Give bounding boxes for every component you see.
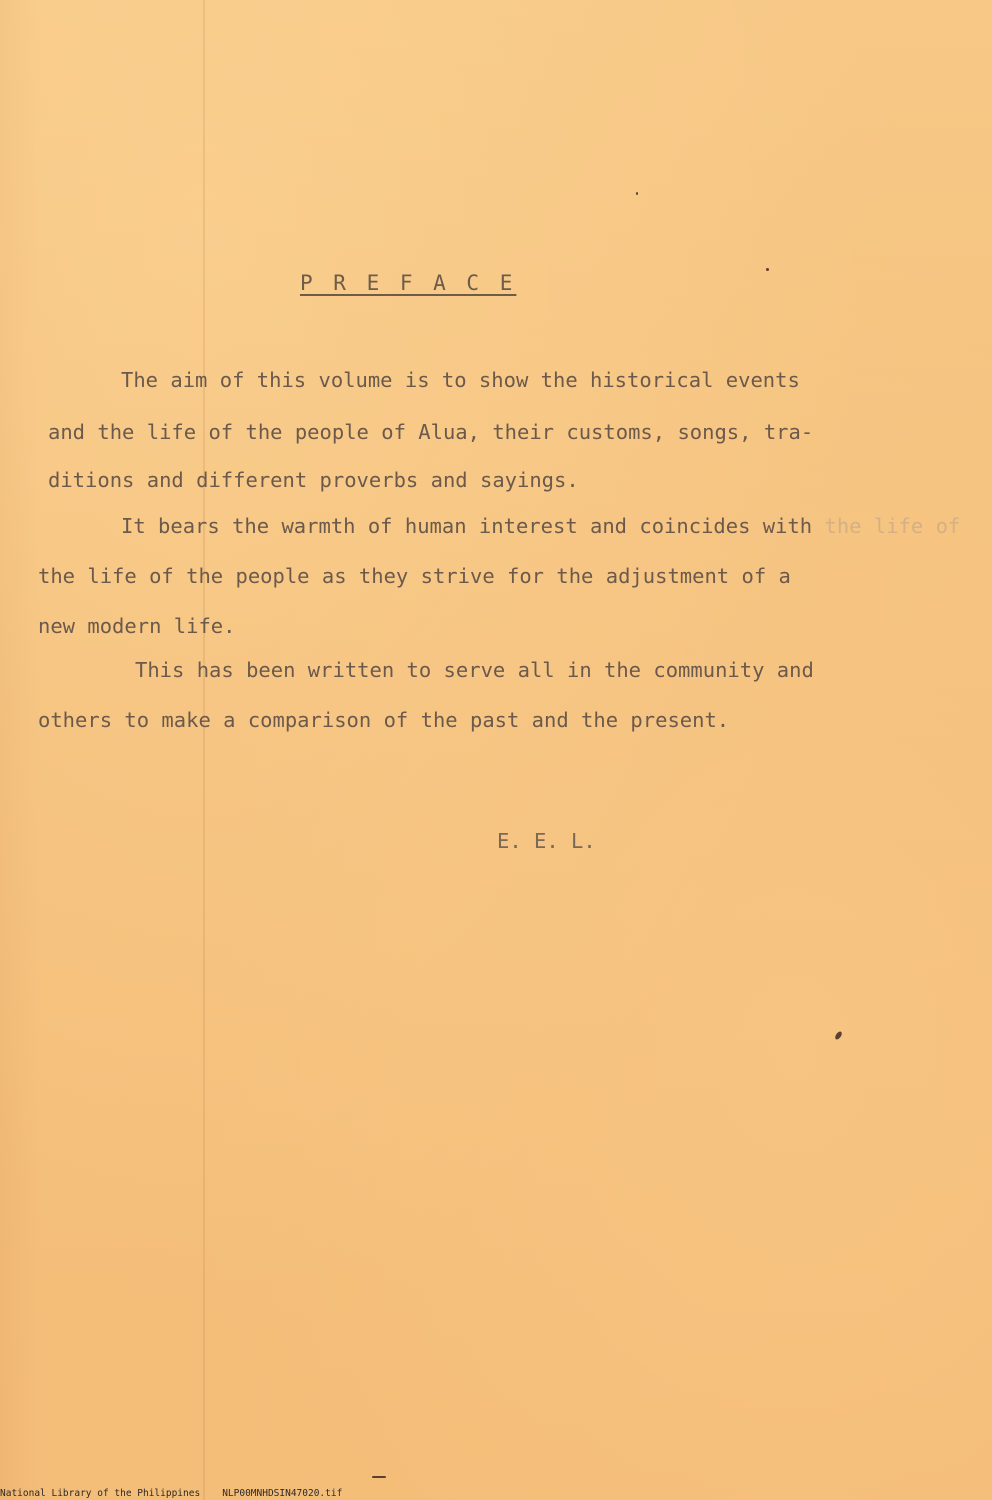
page-title: P R E F A C E <box>300 271 517 295</box>
paragraph-1-line-1: The aim of this volume is to show the historical events <box>121 368 800 392</box>
paragraph-2-line-1 <box>121 514 960 538</box>
paper-speck <box>372 1476 386 1478</box>
paragraph-1-line-2: and the life of the people of Alua, their customs, songs, tra- <box>48 420 814 444</box>
archive-footer <box>0 1488 342 1499</box>
paragraph-2-line-2: the life of the people as they strive for the adjustment of a <box>38 564 791 588</box>
paper-speck <box>636 192 638 195</box>
paragraph-2-line-1-text: It bears the warmth of human interest and coincides with <box>121 514 813 538</box>
paragraph-2-line-3: new modern life. <box>38 614 236 638</box>
paper-speck <box>834 1030 843 1040</box>
paragraph-3-line-1: This has been written to serve all in the community and <box>135 658 814 682</box>
faded-typed-text: the life of <box>824 514 961 538</box>
footer-library-name: National Library of the Philippines <box>0 1488 201 1499</box>
paper-speck <box>766 268 769 271</box>
signature-initials: E. E. L. <box>497 829 596 853</box>
paragraph-1-line-3: ditions and different proverbs and sayings. <box>48 468 579 492</box>
footer-filename: NLP00MNHDSIN47020.tif <box>222 1488 343 1499</box>
paragraph-3-line-2: others to make a comparison of the past and the present. <box>38 708 730 732</box>
